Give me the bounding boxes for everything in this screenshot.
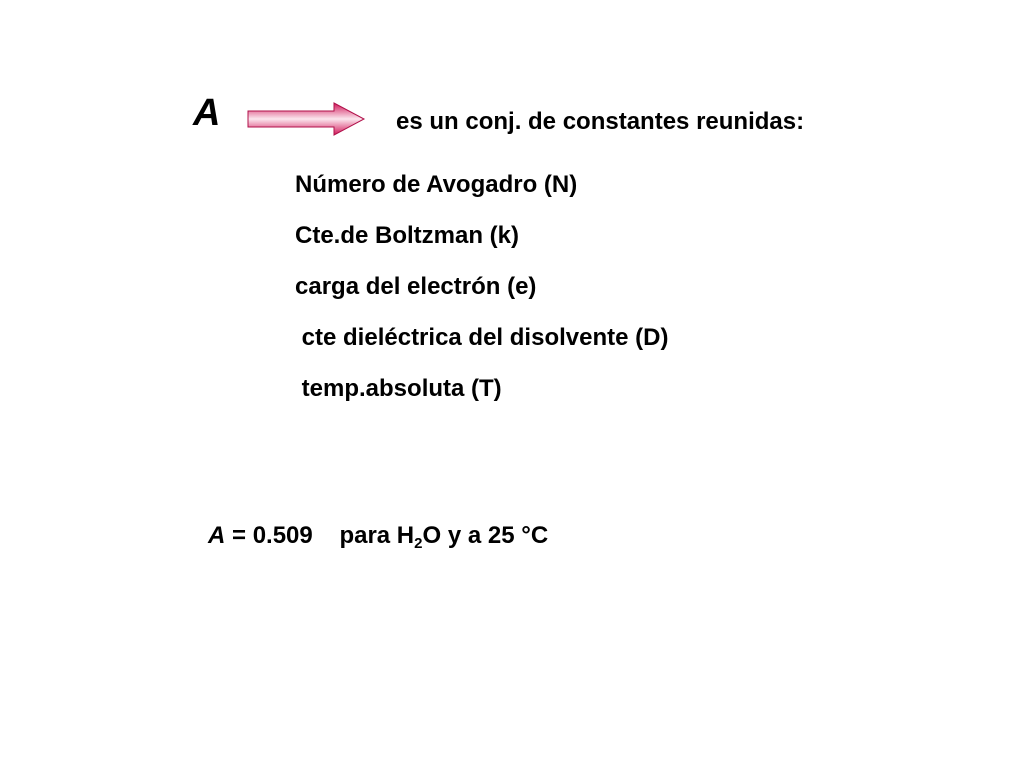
formula-subscript: 2 (414, 535, 423, 552)
intro-text: es un conj. de constantes reunidas: (396, 108, 805, 135)
formula-value: = 0.509 (225, 522, 313, 549)
list-item: temp.absoluta (T) (295, 375, 502, 402)
right-arrow-icon (246, 101, 366, 137)
list-item: Número de Avogadro (N) (295, 171, 578, 198)
formula-prefix: para H (339, 522, 415, 549)
formula-variable: A (208, 522, 226, 549)
list-item: carga del electrón (e) (295, 273, 537, 300)
formula-gap (313, 522, 340, 549)
list-item: Cte.de Boltzman (k) (295, 222, 520, 249)
formula-suffix: O y a 25 °C (422, 522, 549, 549)
constants-list (295, 159, 668, 414)
constant-a-symbol: A (193, 92, 221, 134)
list-item: cte dieléctrica del disolvente (D) (295, 324, 669, 351)
formula-line (208, 522, 548, 551)
